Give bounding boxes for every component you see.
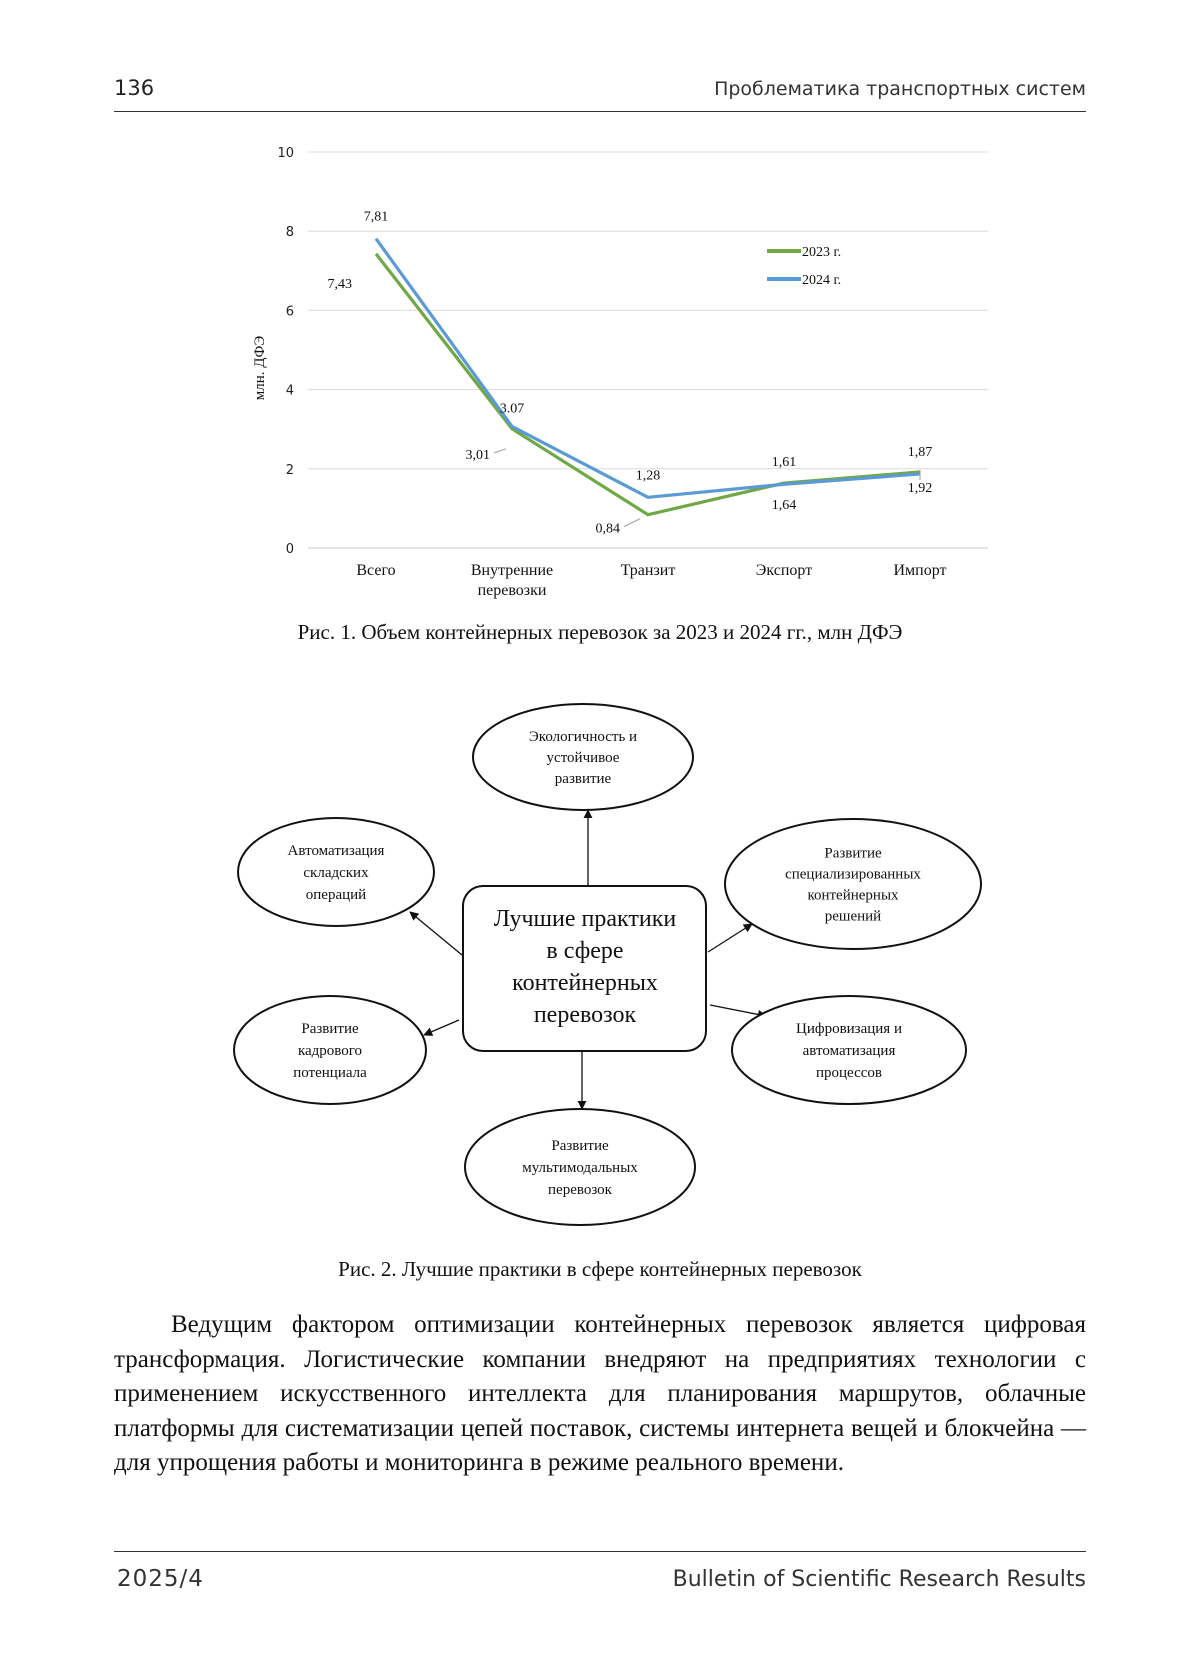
practice-node-text: Развитие — [824, 845, 882, 862]
x-tick-label: Экспорт — [755, 562, 813, 579]
center-node-text: перевозок — [533, 1002, 637, 1028]
footer-divider — [114, 1551, 1086, 1552]
center-node-text: Лучшие практики — [493, 906, 677, 932]
practice-node — [725, 819, 981, 949]
journal-name: Bulletin of Scientific Research Results — [672, 1567, 1086, 1592]
practice-node-text: Автоматизация — [287, 843, 385, 859]
practice-node-text: устойчивое — [546, 750, 620, 766]
data-label: 3.07 — [499, 401, 525, 417]
data-label: 1,61 — [771, 455, 797, 471]
connector-arrow — [424, 1020, 459, 1035]
x-tick-label: Импорт — [893, 562, 947, 579]
x-tick-label: Внутренние — [470, 562, 554, 579]
x-tick-label: перевозки — [477, 582, 547, 599]
data-label: 7,81 — [363, 209, 389, 225]
practice-node-text: мультимодальных — [522, 1160, 638, 1176]
x-tick-label: Транзит — [620, 562, 676, 579]
figure1-caption: Рис. 1. Объем контейнерных перевозок за 2023 и 2024 гг., млн ДФЭ — [297, 620, 903, 644]
y-tick-label: 2 — [285, 462, 294, 478]
practice-node-text: автоматизация — [802, 1043, 896, 1059]
practice-node-text: потенциала — [293, 1065, 367, 1081]
y-axis-label: млн. ДФЭ — [252, 335, 268, 401]
practice-node-text: Цифровизация и — [795, 1021, 903, 1037]
center-node-text: в сфере — [546, 938, 624, 964]
y-tick-label: 8 — [285, 225, 294, 241]
running-title: Проблематика транспортных систем — [714, 78, 1086, 100]
practice-node-text: операций — [305, 887, 367, 903]
practice-node-text: Развитие — [551, 1138, 609, 1154]
page-number: 136 — [114, 76, 155, 100]
connector-arrow — [710, 1005, 766, 1016]
legend-label: 2024 г. — [802, 273, 842, 288]
practice-node-text: решений — [824, 908, 882, 925]
practice-node-text: складских — [303, 865, 369, 881]
body-paragraph: Ведущим фактором оптимизации контейнерных перевозок является цифровая трансформация. Логистические компании внедряют на предприятиях технологии с применением искусственного интеллекта для планирования маршрутов, облачные платформы для систематизации цепей поставок, системы интернета вещей и блокчейна — для упрощения работы и мониторинга в режиме реального времени. — [114, 1311, 1086, 1476]
data-label: 1,28 — [635, 468, 661, 484]
connector-arrow — [708, 924, 752, 952]
data-label: 1,87 — [907, 444, 933, 460]
practice-node-text: Развитие — [301, 1021, 359, 1037]
y-tick-label: 6 — [285, 304, 294, 320]
y-tick-label: 0 — [285, 542, 294, 557]
data-label: 3,01 — [465, 447, 490, 463]
issue-number: 2025/4 — [117, 1566, 204, 1592]
y-tick-label: 10 — [277, 146, 294, 161]
practice-node-text: контейнерных — [807, 887, 899, 904]
practice-node-text: кадрового — [297, 1043, 363, 1059]
figure2-caption: Рис. 2. Лучшие практики в сфере контейнерных перевозок — [338, 1257, 862, 1281]
data-label: 1,64 — [771, 498, 797, 514]
practice-node-text: процессов — [816, 1065, 882, 1081]
x-tick-label: Всего — [356, 562, 396, 579]
practice-node-text: перевозок — [548, 1182, 612, 1198]
practice-node-text: специализированных — [785, 866, 921, 883]
connector-arrow — [410, 912, 462, 955]
practice-node-text: развитие — [554, 771, 612, 787]
practice-node-text: Экологичность и — [528, 729, 638, 745]
data-label: 0,84 — [595, 521, 620, 537]
data-label: 1,92 — [907, 480, 933, 496]
legend-label: 2023 г. — [802, 245, 842, 260]
data-label: 7,43 — [327, 276, 352, 292]
center-node-text: контейнерных — [512, 970, 658, 996]
y-tick-label: 4 — [285, 383, 294, 399]
